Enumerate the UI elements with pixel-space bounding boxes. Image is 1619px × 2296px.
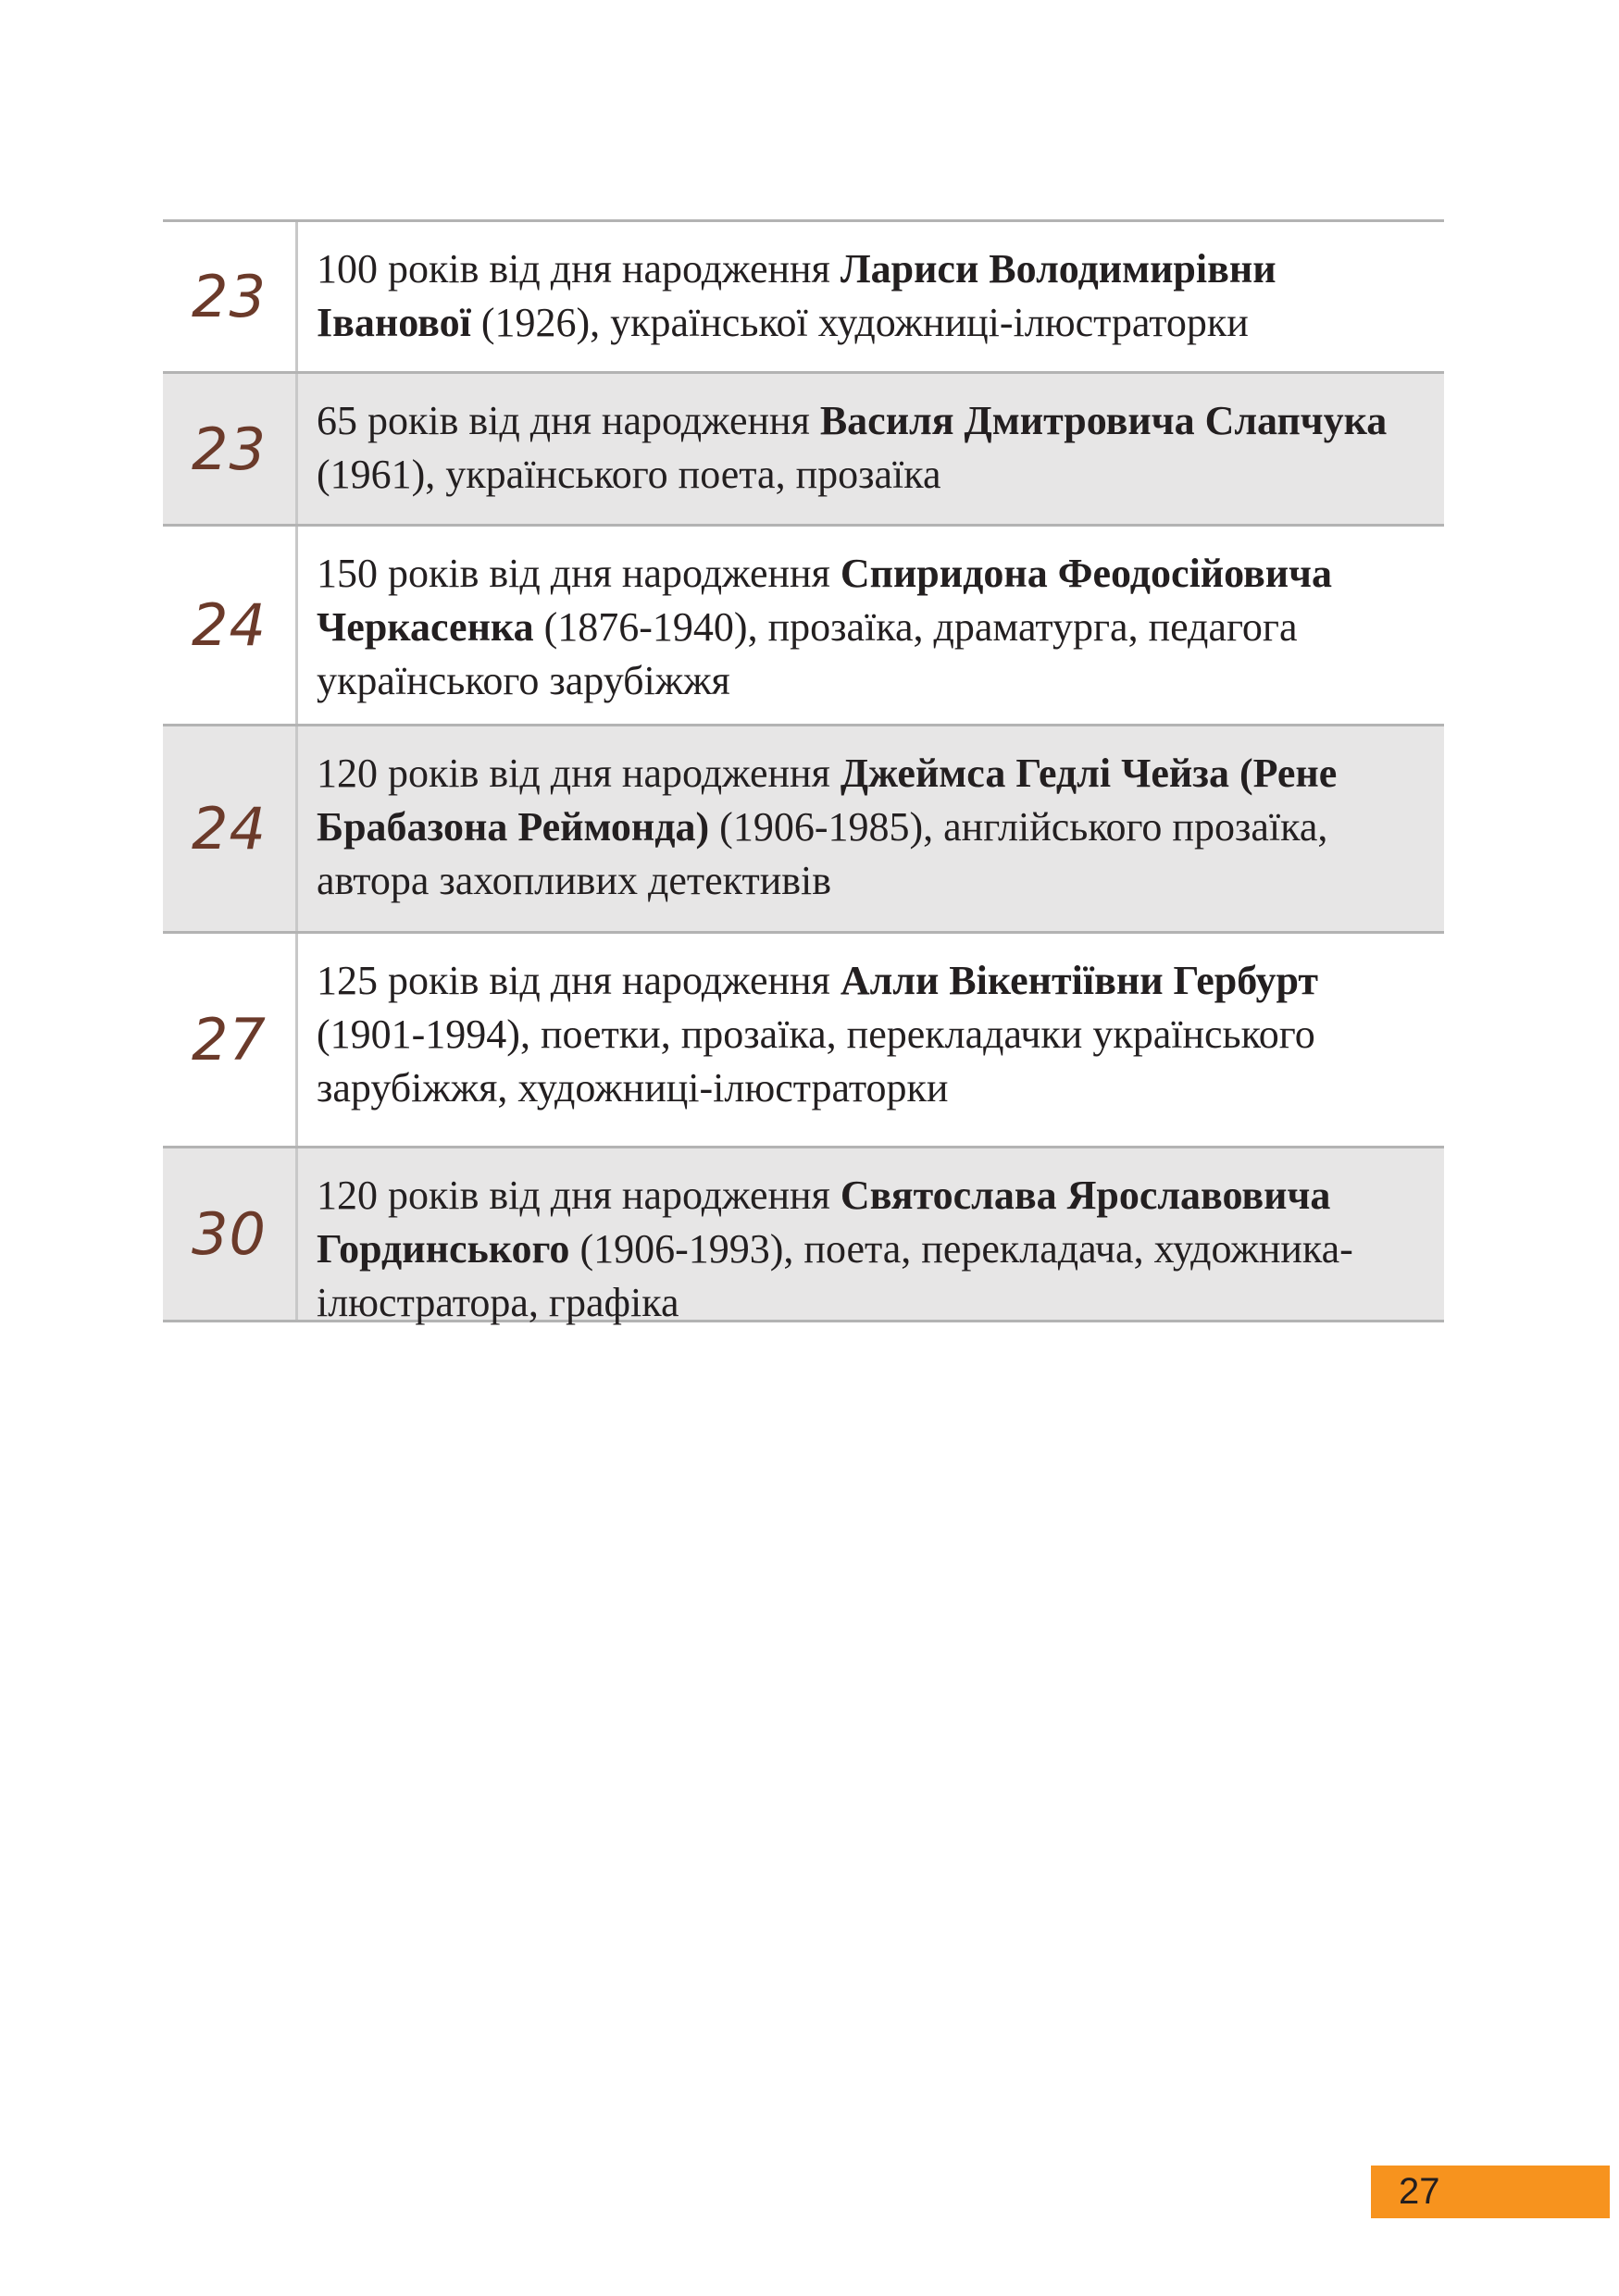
table-row [163,726,1444,934]
entry-suffix: (1926), української художниці-ілюстраторки [470,300,1249,345]
entry-text [298,222,1444,371]
page-number-badge: 27 [1371,2166,1610,2218]
day-number: 23 [163,222,298,371]
entry-text [298,934,1444,1146]
day-number: 24 [163,527,298,724]
entry-text [298,374,1444,524]
entry-text [298,726,1444,931]
entry-suffix: (1906-1993), поета, перекладача, художника-ілюстратора, графіка [317,1226,1353,1325]
table-row [163,527,1444,726]
person-name: Святослава Ярославовича Гординського [317,1173,1331,1272]
entry-suffix: (1901-1994), поетки, прозаїка, перекладачки українського зарубіжжя, художниці-ілюстраторки [317,1011,1315,1111]
entry-prefix: 120 років від дня народження [317,751,841,796]
day-number: 27 [163,934,298,1146]
person-name: Василя Дмитровича Слапчука [819,398,1388,443]
entry-text [298,527,1444,724]
table-row [163,374,1444,527]
person-name: Лариси Володимирівни Іванової [317,246,1277,345]
entry-prefix: 65 років від дня народження [317,398,820,443]
entry-suffix: (1906-1985), англійського прозаїка, автора захопливих детективів [317,804,1328,903]
entry-text [298,1148,1444,1325]
day-number: 23 [163,374,298,524]
table-row [163,934,1444,1148]
entry-prefix: 100 років від дня народження [317,246,841,292]
table-row [163,222,1444,374]
entry-suffix: (1961), українського поета, прозаїка [317,452,941,497]
entry-prefix: 120 років від дня народження [317,1173,841,1218]
entry-prefix: 150 років від дня народження [317,551,841,596]
anniversary-table [163,219,1444,1325]
person-name: Спиридона Феодосійовича Черкасенка [317,551,1332,650]
day-number: 30 [163,1148,298,1320]
entry-prefix: 125 років від дня народження [317,958,841,1003]
person-name: Джеймса Гедлі Чейза (Рене Брабазона Реймонда) [317,751,1338,850]
person-name: Алли Вікентіївни Гербурт [840,958,1319,1003]
table-row [163,1148,1444,1325]
day-number: 24 [163,726,298,931]
entry-suffix: (1876-1940), прозаїка, драматурга, педагога українського зарубіжжя [317,604,1298,703]
